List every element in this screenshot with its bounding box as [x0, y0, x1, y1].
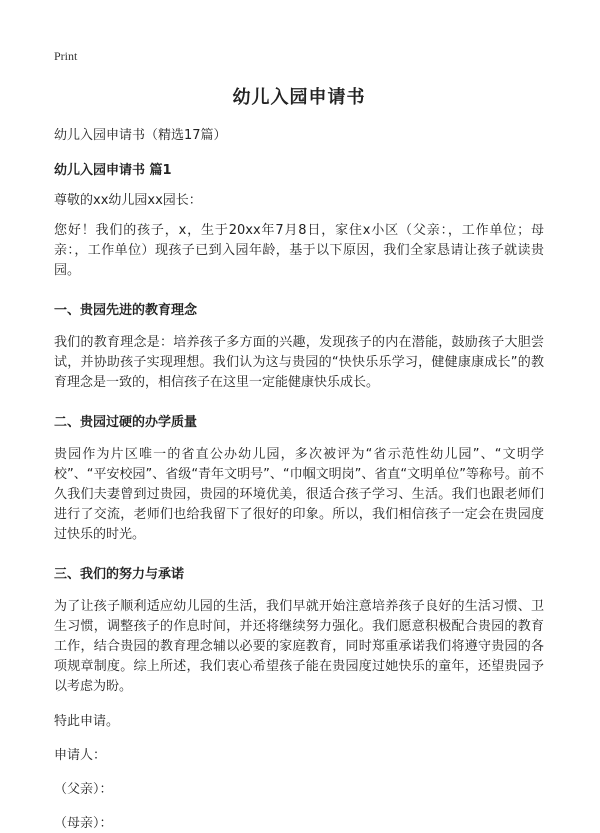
section-heading: 一、贵园先进的教育理念 [54, 303, 198, 318]
section-body: 贵园作为片区唯一的省直公办幼儿园，多次被评为“省示范性幼儿园”、“文明学校”、“平安校园”、省级“青年文明号”、“巾帼文明岗”、省直“文明单位”等称号。前不久我们夫妻曾到过贵园，贵园的环境优美，很适合孩子学习、生活。我们也跟老师们进行了交流，老师们也给我留下了很好的印象。所以，我们相信孩子一定会在贵园度过快乐的时光。 [54, 447, 544, 542]
section-heading: 三、我们的努力与承诺 [54, 567, 185, 582]
father-label: （父亲）： [54, 782, 113, 797]
mother-label: （母亲）： [54, 816, 113, 831]
document-subtitle: 幼儿入园申请书（精选17篇） [54, 128, 227, 143]
salutation: 尊敬的xx幼儿园xx园长： [54, 193, 202, 208]
section-heading: 二、贵园过硬的办学质量 [54, 415, 198, 430]
section-body: 为了让孩子顺利适应幼儿园的生活，我们早就开始注意培养孩子良好的生活习惯、卫生习惯，调整孩子的作息时间，并还将继续努力强化。我们愿意积极配合贵园的教育工作，结合贵园的教育理念辅以必要的家庭教育，同时郑重承诺我们将遵守贵园的各项规章制度。综上所述，我们衷心希望孩子能在贵园度过她快乐的童年，还望贵园予以考虑为盼。 [54, 599, 544, 694]
intro-paragraph: 您好！我们的孩子，x，生于20xx年7月8日，家住x小区（父亲：，工作单位；母亲：，工作单位）现孩子已到入园年龄，基于以下原因，我们全家恳请让孩子就读贵园。 [54, 223, 544, 278]
section-body: 我们的教育理念是：培养孩子多方面的兴趣，发现孩子的内在潜能，鼓励孩子大胆尝试，并协助孩子实现理想。我们认为这与贵园的“快快乐乐学习，健健康康成长”的教育理念是一致的，相信孩子在这里一定能健康快乐成长。 [54, 335, 544, 390]
document-title: 幼儿入园申请书 [232, 87, 366, 108]
article-title: 幼儿入园申请书 篇1 [54, 163, 172, 178]
applicant-label: 申请人： [54, 748, 107, 763]
closing-line: 特此申请。 [54, 714, 120, 729]
print-label: Print [54, 49, 78, 63]
